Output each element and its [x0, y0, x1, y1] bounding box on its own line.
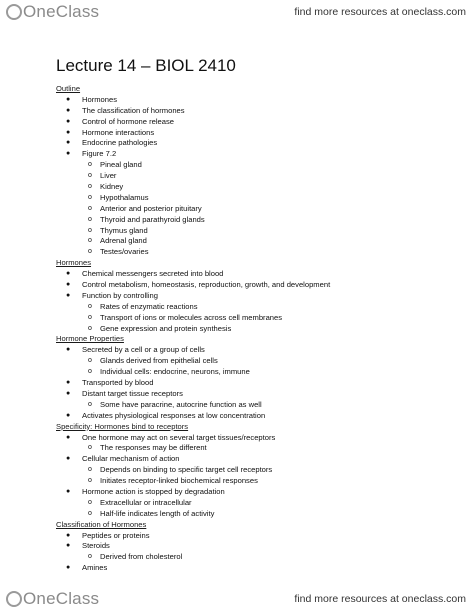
- section-heading: [56, 84, 466, 95]
- list-item-text: Adrenal gland: [100, 236, 147, 246]
- list-item: [56, 443, 466, 454]
- list-item: [56, 400, 466, 411]
- document-body: [56, 84, 466, 574]
- list-item: [56, 226, 466, 237]
- list-item: [56, 367, 466, 378]
- bullet-dot-icon: ●: [66, 117, 71, 125]
- section-heading: [56, 520, 466, 531]
- list-item: [56, 345, 466, 356]
- list-item-text: Control metabolism, homeostasis, reproduction, growth, and development: [82, 280, 331, 290]
- bullet-dot-icon: ●: [66, 389, 71, 397]
- bullet-circle-icon: o: [88, 204, 92, 212]
- list-item-text: Half-life indicates length of activity: [100, 508, 215, 518]
- list-item-text: Hormone interactions: [82, 127, 155, 137]
- list-item: [56, 509, 466, 520]
- list-item: [56, 356, 466, 367]
- list-item-text: Liver: [100, 171, 117, 181]
- list-item: [56, 313, 466, 324]
- list-item-text: Distant target tissue receptors: [82, 388, 183, 398]
- list-item: [56, 215, 466, 226]
- logo-ring-icon: [6, 591, 22, 607]
- list-item: [56, 541, 466, 552]
- list-item-text: Testes/ovaries: [100, 247, 149, 257]
- list-item: [56, 476, 466, 487]
- list-item-text: Classification of Hormones: [56, 519, 147, 529]
- bullet-dot-icon: ●: [66, 346, 71, 354]
- list-item: [56, 149, 466, 160]
- list-item-text: The classification of hormones: [82, 105, 185, 115]
- bullet-circle-icon: o: [88, 172, 92, 180]
- bullet-circle-icon: o: [88, 444, 92, 452]
- bullet-circle-icon: o: [88, 477, 92, 485]
- bullet-dot-icon: ●: [66, 150, 71, 158]
- bullet-dot-icon: ●: [66, 542, 71, 550]
- list-item: [56, 552, 466, 563]
- list-item-text: Some have paracrine, autocrine function as well: [100, 399, 262, 409]
- bullet-dot-icon: ●: [66, 487, 71, 495]
- list-item-text: Hypothalamus: [100, 192, 149, 202]
- list-item-text: Peptides or proteins: [82, 530, 150, 540]
- list-item-text: Function by controlling: [82, 290, 158, 300]
- list-item-text: Cellular mechanism of action: [82, 454, 180, 464]
- list-item: [56, 531, 466, 542]
- list-item: [56, 291, 466, 302]
- list-item: [56, 128, 466, 139]
- list-item-text: Derived from cholesterol: [100, 552, 183, 562]
- bullet-circle-icon: o: [88, 237, 92, 245]
- bullet-circle-icon: o: [88, 193, 92, 201]
- bullet-dot-icon: ●: [66, 433, 71, 441]
- list-item: [56, 563, 466, 574]
- bullet-circle-icon: o: [88, 466, 92, 474]
- list-item: [56, 106, 466, 117]
- bullet-dot-icon: ●: [66, 291, 71, 299]
- list-item-text: Pineal gland: [100, 160, 142, 170]
- list-item-text: Hormones: [56, 258, 92, 268]
- list-item-text: Steroids: [82, 541, 110, 551]
- promo-link[interactable]: find more resources at oneclass.com: [294, 6, 466, 18]
- list-item-text: Secreted by a cell or a group of cells: [82, 345, 205, 355]
- top-banner: [0, 0, 474, 26]
- list-item: [56, 498, 466, 509]
- bullet-circle-icon: o: [88, 302, 92, 310]
- oneclass-logo[interactable]: [6, 3, 99, 21]
- list-item: [56, 117, 466, 128]
- list-item-text: The responses may be different: [100, 443, 207, 453]
- section-heading: [56, 258, 466, 269]
- list-item-text: Glands derived from epithelial cells: [100, 356, 218, 366]
- list-item-text: Transport of ions or molecules across cell membranes: [100, 312, 283, 322]
- list-item-text: Initiates receptor-linked biochemical responses: [100, 476, 258, 486]
- list-item-text: Endocrine pathologies: [82, 138, 158, 148]
- section-heading: [56, 422, 466, 433]
- page-title: Lecture 14 – BIOL 2410: [56, 56, 236, 75]
- logo-ring-icon: [6, 4, 22, 20]
- bullet-circle-icon: o: [88, 215, 92, 223]
- bullet-dot-icon: ●: [66, 128, 71, 136]
- list-item: [56, 411, 466, 422]
- list-item-text: Hormone action is stopped by degradation: [82, 486, 225, 496]
- list-item: [56, 160, 466, 171]
- list-item: [56, 269, 466, 280]
- section-heading: [56, 334, 466, 345]
- bullet-circle-icon: o: [88, 248, 92, 256]
- list-item-text: Chemical messengers secreted into blood: [82, 269, 224, 279]
- list-item-text: Kidney: [100, 182, 124, 192]
- list-item-text: Transported by blood: [82, 378, 154, 388]
- list-item-text: Hormones: [82, 94, 118, 104]
- list-item: [56, 433, 466, 444]
- bottom-banner: [0, 587, 474, 613]
- bullet-dot-icon: ●: [66, 270, 71, 278]
- list-item: [56, 138, 466, 149]
- list-item-text: Gene expression and protein synthesis: [100, 323, 232, 333]
- bullet-circle-icon: o: [88, 313, 92, 321]
- list-item-text: Activates physiological responses at low concentration: [82, 410, 266, 420]
- bullet-circle-icon: o: [88, 509, 92, 517]
- bullet-circle-icon: o: [88, 368, 92, 376]
- list-item: [56, 247, 466, 258]
- list-item-text: Individual cells: endocrine, neurons, immune: [100, 367, 250, 377]
- list-item-text: Hormone Properties: [56, 334, 124, 344]
- list-item: [56, 378, 466, 389]
- bullet-circle-icon: o: [88, 183, 92, 191]
- list-item-text: Control of hormone release: [82, 116, 175, 126]
- list-item-text: Depends on binding to specific target cell receptors: [100, 465, 273, 475]
- list-item-text: Anterior and posterior pituitary: [100, 203, 202, 213]
- logo-text: OneClass: [23, 2, 100, 21]
- list-item: [56, 204, 466, 215]
- list-item: [56, 389, 466, 400]
- bullet-circle-icon: o: [88, 400, 92, 408]
- list-item: [56, 171, 466, 182]
- bullet-circle-icon: o: [88, 324, 92, 332]
- list-item: [56, 280, 466, 291]
- bullet-dot-icon: ●: [66, 411, 71, 419]
- bullet-dot-icon: ●: [66, 281, 71, 289]
- list-item-text: Specificity: Hormones bind to receptors: [56, 421, 189, 431]
- bullet-dot-icon: ●: [66, 379, 71, 387]
- bullet-circle-icon: o: [88, 226, 92, 234]
- bullet-dot-icon: ●: [66, 106, 71, 114]
- list-item: [56, 454, 466, 465]
- list-item-text: Outline: [56, 84, 81, 93]
- logo-text: OneClass: [23, 589, 100, 608]
- promo-link-footer[interactable]: find more resources at oneclass.com: [294, 593, 466, 605]
- list-item: [56, 182, 466, 193]
- list-item: [56, 324, 466, 335]
- list-item-text: Amines: [82, 563, 108, 573]
- bullet-dot-icon: ●: [66, 455, 71, 463]
- bullet-dot-icon: ●: [66, 95, 71, 103]
- list-item: [56, 193, 466, 204]
- bullet-dot-icon: ●: [66, 564, 71, 572]
- bullet-circle-icon: o: [88, 553, 92, 561]
- bullet-circle-icon: o: [88, 357, 92, 365]
- list-item: [56, 302, 466, 313]
- list-item: [56, 236, 466, 247]
- list-item: [56, 487, 466, 498]
- bullet-circle-icon: o: [88, 498, 92, 506]
- list-item: [56, 95, 466, 106]
- list-item-text: Extracellular or intracellular: [100, 497, 192, 507]
- list-item-text: Thyroid and parathyroid glands: [100, 214, 205, 224]
- oneclass-logo-footer[interactable]: [6, 590, 99, 608]
- bullet-dot-icon: ●: [66, 139, 71, 147]
- list-item-text: Thymus gland: [100, 225, 148, 235]
- list-item: [56, 465, 466, 476]
- bullet-dot-icon: ●: [66, 531, 71, 539]
- list-item-text: Rates of enzymatic reactions: [100, 301, 198, 311]
- list-item-text: Figure 7.2: [82, 149, 117, 159]
- list-item-text: One hormone may act on several target tissues/receptors: [82, 432, 276, 442]
- bullet-circle-icon: o: [88, 161, 92, 169]
